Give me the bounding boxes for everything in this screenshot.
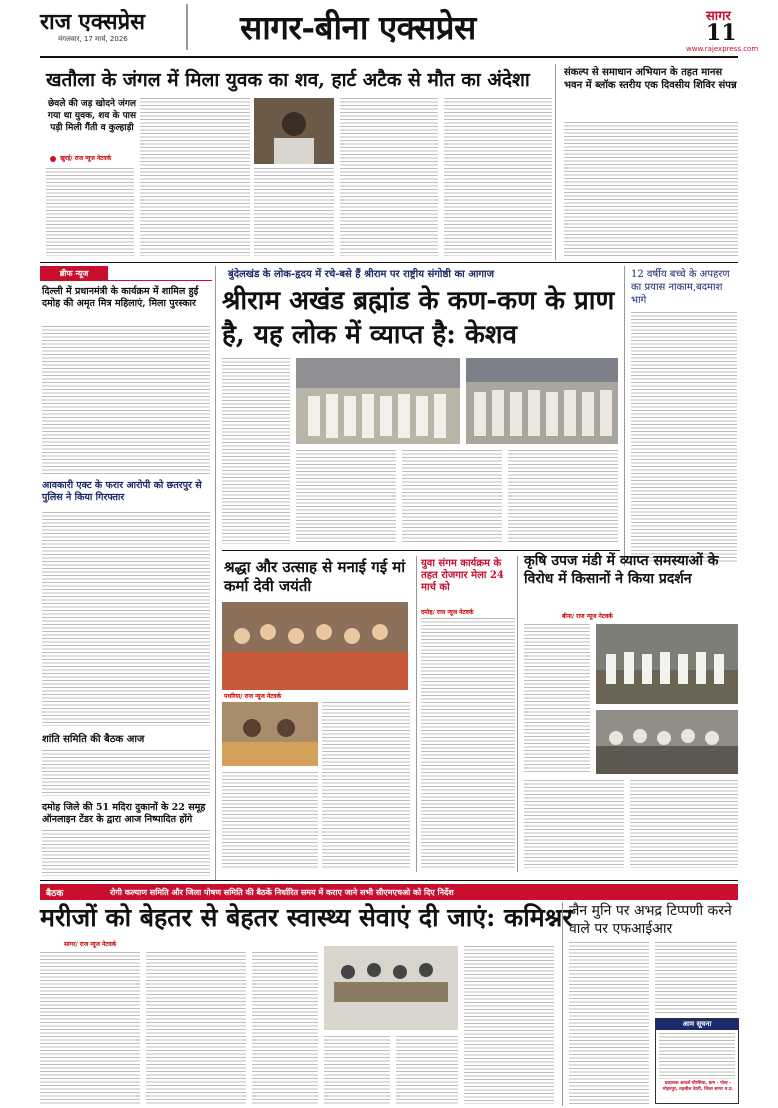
karma-devi-caption: पथरिया/ राज न्यूज नेटवर्क [224,693,282,700]
brief-item-headline: दमोह जिले की 51 मदिरा दुकानों के 22 समूह ऑनलाइन टेंडर के द्वारा आज निष्पादित होंगे [42,802,206,825]
brief-news [40,266,216,880]
yuva-sangam-story [416,556,518,872]
date-line: मंगलवार, 17 मार्च, 2026 [58,35,128,43]
edition-title: सागर-बीना एक्सप्रेस [240,8,476,47]
page-number: 11 [706,20,737,46]
notice-title: आम सूचना [656,1019,738,1030]
karma-devi-headline: श्रद्धा और उत्साह से मनाई गई मां कर्मा देवी जयंती [224,558,406,595]
brief-item-headline: आवकारी एक्ट के फरार आरोपी को छतरपुर से पुलिस ने किया गिरफ्तार [42,480,202,503]
baithak-byline: सागर/ राज न्यूज नेटवर्क [64,941,117,948]
brief-item-headline: शांति समिति की बैठक आज [42,734,145,745]
right-top-headline: संकल्प से समाधान अभियान के तहत मानस भवन में ब्लॉक स्तरीय एक दिवसीय शिविर संपन्न [564,67,737,91]
lead-story [40,64,556,260]
bundelkhand-photo [296,358,460,444]
right-top-story [562,64,738,260]
jain-muni-story [562,902,738,1106]
brief-item-headline: दिल्ली में प्रधानमंत्री के कार्यक्रम में शामिल हुई दमोह की अमृत मित्र महिलाएं, मिला पुरस्कार [42,286,199,309]
baithak-kicker: रोगी कल्याण समिति और जिला पोषण समिति की बैठकें निर्धारित समय में कराए जाने सभी सीएमएचओ को दिए निर्देश [110,888,454,897]
baithak-label: बैठक [46,889,64,899]
baithak-photo [324,946,458,1030]
krishi-mandi-photo [596,624,738,704]
notice-footer: प्रकाशक आदर्श चौरसिया, ग्राम - पोस्ट - मोहनपुर, तहसील देवरी, जिला सागर म.प्र. [662,1081,734,1092]
krishi-mandi-story [522,550,738,872]
byline-icon [50,156,56,162]
masthead [0,0,778,58]
karma-devi-story [222,556,412,872]
krishi-mandi-byline: बीना/ राज न्यूज नेटवर्क [562,613,613,620]
website-url[interactable]: www.rajexpress.com [686,45,759,53]
lead-headline: खतौला के जंगल में मिला युवक का शव, हार्ट अटैक से मौत का अंदेशा [46,69,530,91]
bundelkhand-kicker: बुंदेलखंड के लोक-हृदय में रचे-बसे हैं श्रीराम पर राष्ट्रीय संगोष्ठी का आगाज [228,269,495,280]
lead-photo [254,98,334,164]
bundelkhand-headline: श्रीराम अखंड ब्रह्मांड के कण-कण के प्राण है, यह लोक में व्याप्त है: केशव [222,286,615,350]
lead-byline: खुरई/ राज न्यूज नेटवर्क [60,155,112,162]
bundelkhand-story [222,266,618,546]
lead-side-caption: छेवले की जड़ खोदने जंगल गया था युवक, शव के पास पड़ी मिली गैंती व कुल्हाड़ी [47,99,137,133]
public-notice [655,1018,739,1104]
karma-devi-photo [222,702,318,766]
brief-news-label: ब्रीफ न्यूज [40,266,108,280]
paper-name: राज एक्सप्रेस [40,9,145,35]
baithak-kicker-bar [40,884,738,900]
city-label: सागर [706,9,731,24]
krishi-mandi-headline: कृषि उपज मंडी में व्याप्त समस्याओं के विरोध में किसानों ने किया प्रदर्शन [524,553,719,587]
yuva-sangam-headline: युवा संगम कार्यक्रम के तहत रोजगार मेला 24 मार्च को [421,558,504,593]
kidnap-headline: 12 वर्षीय बच्चे के अपहरण का प्रयास नाकाम,बदमाश भागे [631,269,730,306]
yuva-sangam-byline: दमोह/ राज न्यूज नेटवर्क [421,609,474,616]
baithak-headline: मरीजों को बेहतर से बेहतर स्वास्थ्य सेवाएं दी जाएं: कमिश्नर [40,903,573,932]
krishi-mandi-photo [596,710,738,774]
bundelkhand-photo [466,358,618,444]
karma-devi-photo [222,602,408,690]
kidnap-story [624,266,738,566]
jain-muni-headline: जैन मुनि पर अभद्र टिप्पणी करने वाले पर एफआईआर [569,903,732,937]
